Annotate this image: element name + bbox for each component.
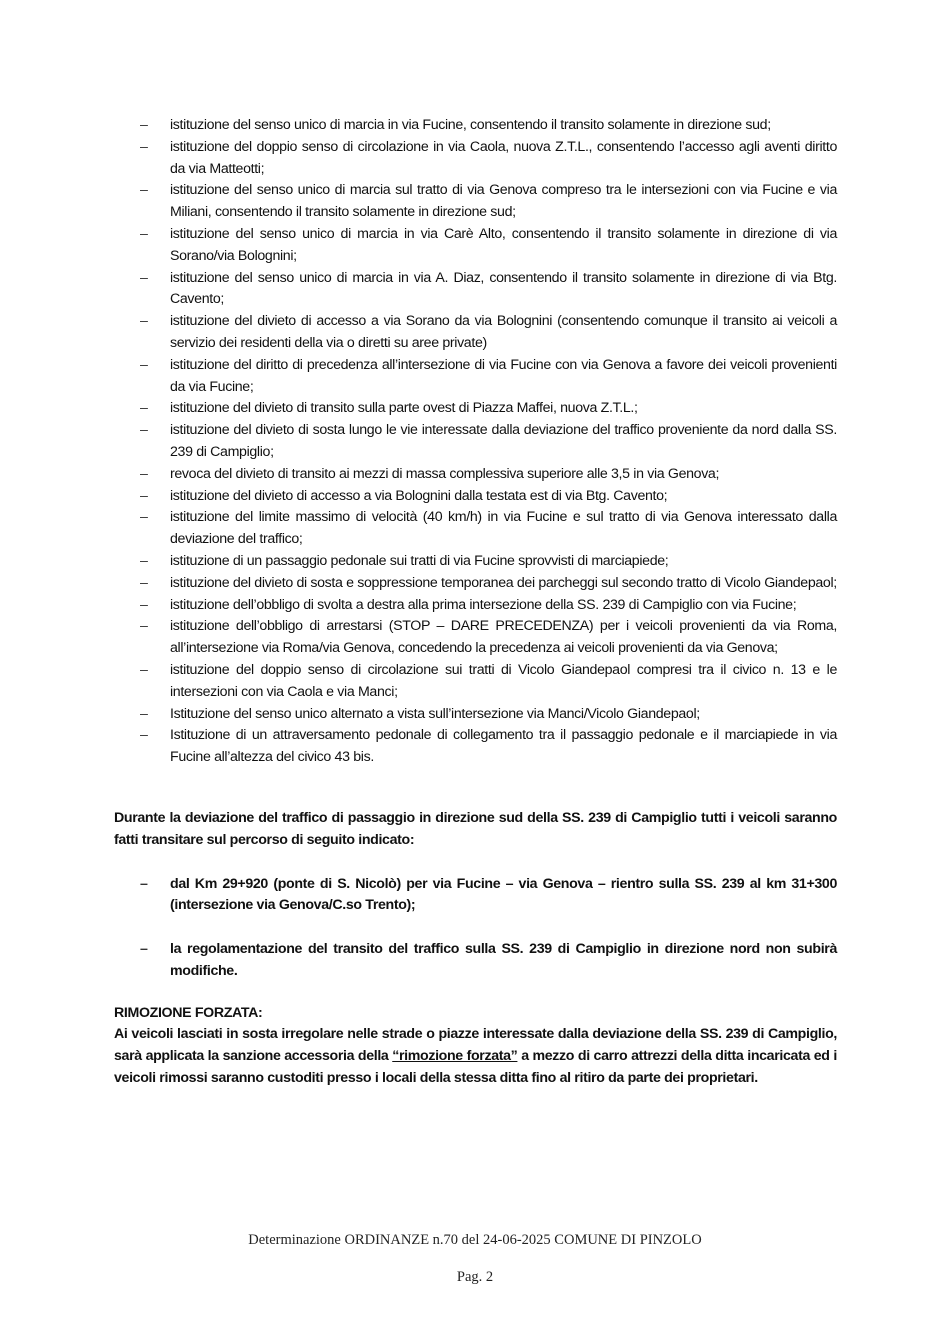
list-item: – Istituzione di un attraversamento pedonale di collegamento tra il passaggio pedonale e il marciapiede in via Fucine all’altezza del civico 43 bis. xyxy=(140,727,837,766)
dash-bullet-icon: – xyxy=(140,117,148,133)
list-item: – la regolamentazione del transito del traffico sulla SS. 239 di Campiglio in direzione nord non subirà modifiche. xyxy=(140,941,837,979)
route-list xyxy=(114,874,837,983)
dash-bullet-icon: – xyxy=(140,705,148,722)
list-item: – istituzione di un passaggio pedonale sui tratti di via Fucine sprovvisti di marciapiede; xyxy=(114,551,837,573)
dash-bullet-icon: – xyxy=(140,356,148,373)
list-item: – dal Km 29+920 (ponte di S. Nicolò) per via Fucine – via Genova – rientro sulla SS. 239 al km 31+300 (intersezione via Genova/C.so Trento); xyxy=(140,875,837,914)
dash-bullet-icon: – xyxy=(140,182,148,199)
dash-bullet-icon: – xyxy=(140,400,148,417)
page-number: Pag. 2 xyxy=(456,1269,494,1285)
measures-list xyxy=(114,115,837,769)
page-content xyxy=(114,115,837,1090)
list-item: – istituzione del divieto di sosta lungo le vie interessate dalla deviazione del traffico proveniente da nord dalla SS. 239 di Campiglio; xyxy=(140,422,837,460)
list-item: – istituzione del senso unico di marcia in via Fucine, consentendo il transito solamente in direzione sud; xyxy=(114,115,837,137)
list-item: – istituzione del diritto di precedenza all’intersezione di via Fucine con via Genova a favore dei veicoli provenienti da via Fucine; xyxy=(140,356,837,395)
list-item: – istituzione dell’obbligo di arrestarsi (STOP – DARE PRECEDENZA) per i veicoli provenienti da via Roma, all’intersezione via Roma/via Genova, concedendo la precedenza ai veicoli provenienti da via Genova; xyxy=(140,618,837,657)
dash-bullet-icon: – xyxy=(140,465,148,482)
detour-intro: Durante la deviazione del traffico di passaggio in direzione sud della SS. 239 di Campiglio tutti i veicoli saranno fatti transitare sul percorso di seguito indicato: xyxy=(114,809,837,848)
detour-section xyxy=(114,808,837,1090)
dash-bullet-icon: – xyxy=(140,225,148,242)
dash-bullet-icon: – xyxy=(140,313,148,330)
list-item: – revoca del divieto di transito ai mezzi di massa complessiva superiore alle 3,5 in via Genova; xyxy=(114,464,837,486)
spacer xyxy=(114,852,837,874)
dash-bullet-icon: – xyxy=(140,618,148,635)
spacer xyxy=(114,769,837,808)
list-item: – istituzione del senso unico di marcia in via Carè Alto, consentendo il transito solamente in direzione di via Sorano/via Bolognini; xyxy=(140,225,837,264)
dash-bullet-icon: – xyxy=(140,941,148,958)
dash-bullet-icon: – xyxy=(140,487,148,504)
dash-bullet-icon: – xyxy=(140,661,148,678)
removal-heading: RIMOZIONE FORZATA: xyxy=(114,1004,263,1021)
list-item: – istituzione del divieto di transito sulla parte ovest di Piazza Maffei, nuova Z.T.L.; xyxy=(114,398,837,420)
list-item: – istituzione del senso unico di marcia sul tratto di via Genova compreso tra le intersezioni con via Fucine e via Miliani, consentendo il transito solamente in direzione sud; xyxy=(140,182,837,221)
dash-bullet-icon: – xyxy=(140,269,148,286)
list-item: – Istituzione del senso unico alternato a vista sull’intersezione via Manci/Vicolo Giandepaol; xyxy=(114,704,837,726)
footer-reference: Determinazione ORDINANZE n.70 del 24-06-2025 COMUNE DI PINZOLO xyxy=(248,1232,702,1248)
dash-bullet-icon: – xyxy=(140,875,148,892)
dash-bullet-icon: – xyxy=(140,422,148,439)
dash-bullet-icon: – xyxy=(140,574,148,591)
list-item: – istituzione del limite massimo di velocità (40 km/h) in via Fucine e sul tratto di via Genova interessato dalla deviazione del traffico; xyxy=(140,509,837,548)
dash-bullet-icon: – xyxy=(140,596,148,613)
dash-bullet-icon: – xyxy=(140,509,148,526)
dash-bullet-icon: – xyxy=(140,138,148,155)
removal-text: Ai veicoli lasciati in sosta irregolare nelle strade o piazze interessate dalla deviazione della SS. 239 di Campiglio, sarà applicata la sanzione accessoria della “rimozione forzata” a mezzo di carro attrezzi della ditta incaricata ed i veicoli rimossi saranno custoditi presso i locali della stessa ditta fino al ritiro da parte dei proprietari. xyxy=(114,1026,837,1087)
list-item: – istituzione dell’obbligo di svolta a destra alla prima intersezione della SS. 239 di Campiglio con via Fucine; xyxy=(114,595,837,617)
list-item: – istituzione del divieto di accesso a via Bolognini dalla testata est di via Btg. Cavento; xyxy=(114,486,837,508)
removal-emphasis: “rimozione forzata” xyxy=(392,1048,518,1065)
list-item: – istituzione del divieto di sosta e soppressione temporanea dei parcheggi sul secondo tratto di Vicolo Giandepaol; xyxy=(114,573,837,595)
list-item: – istituzione del divieto di accesso a via Sorano da via Bolognini (consentendo comunque il transito ai veicoli a servizio dei residenti della via o diretti su aree private) xyxy=(140,313,837,351)
dash-bullet-icon: – xyxy=(140,552,148,569)
dash-bullet-icon: – xyxy=(140,727,148,744)
list-item: – istituzione del doppio senso di circolazione in via Caola, nuova Z.T.L., consentendo l’accesso agli aventi diritto da via Matteotti; xyxy=(140,138,837,177)
spacer xyxy=(114,983,837,1003)
list-item: – istituzione del doppio senso di circolazione sui tratti di Vicolo Giandepaol compresi tra il civico n. 13 e le intersezioni con via Caola e via Manci; xyxy=(140,661,837,700)
list-item: – istituzione del senso unico di marcia in via A. Diaz, consentendo il transito solamente in direzione di via Btg. Cavento; xyxy=(140,269,837,308)
